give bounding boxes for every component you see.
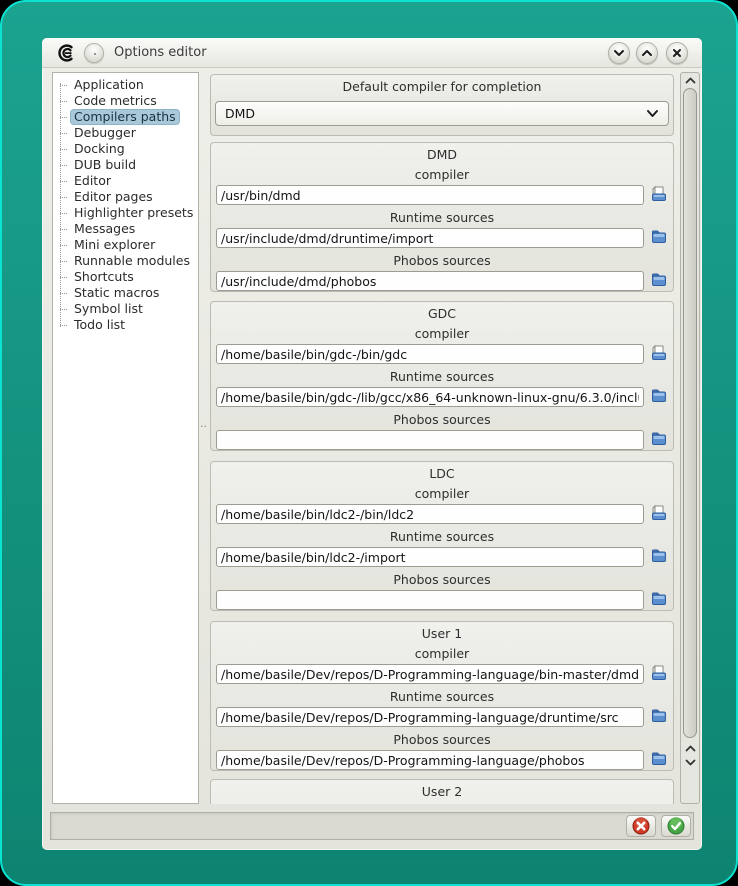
titlebar[interactable] [42,38,702,68]
browse-file-button[interactable] [648,344,670,364]
default-compiler-group [210,74,674,136]
chevron-down-icon [646,109,659,118]
sidebar-item-todo-list[interactable]: Todo list [53,317,198,333]
browse-file-button[interactable] [648,664,670,684]
ok-button[interactable] [661,815,691,837]
sidebar-item-mini-explorer[interactable]: Mini explorer [53,237,198,253]
sidebar-item-shortcuts[interactable]: Shortcuts [53,269,198,285]
path-row [216,344,670,364]
field-label: compiler [414,326,470,341]
path-row [216,707,670,727]
path-row [216,504,670,524]
folder-icon [650,430,668,448]
tree-line [60,85,67,86]
cancel-button[interactable] [626,815,656,837]
gdc-compiler-input[interactable] [216,344,644,364]
compilers-paths-panel [210,72,680,804]
field-label: Phobos sources [393,412,491,427]
field-label: Runtime sources [389,529,495,544]
sidebar-item-debugger[interactable]: Debugger [53,125,198,141]
sidebar-item-highlighter-presets[interactable]: Highlighter presets [53,205,198,221]
user1-runtime-sources-input[interactable] [216,707,644,727]
scroll-down-button[interactable] [681,756,699,769]
field-label: Runtime sources [389,210,495,225]
ldc-phobos-sources-input[interactable] [216,590,644,610]
sidebar-item-editor-pages[interactable]: Editor pages [53,189,198,205]
category-tree [53,73,198,333]
group-title: User 1 [421,626,463,641]
path-row [216,590,670,610]
file-icon [650,664,668,682]
folder-icon [650,228,668,246]
group-title: GDC [427,306,457,321]
browse-folder-button[interactable] [648,750,670,770]
file-icon [650,504,668,522]
options-editor-window [42,38,702,850]
field-label: compiler [414,167,470,182]
field-label: Phobos sources [393,253,491,268]
path-row [216,228,670,248]
field-label: compiler [414,486,470,501]
group-title: User 2 [421,784,463,799]
dmd-group [210,142,674,292]
gdc-phobos-sources-input[interactable] [216,430,644,450]
sidebar-item-runnable-modules[interactable]: Runnable modules [53,253,198,269]
scrollbar-thumb[interactable] [683,88,697,738]
field-label: Phobos sources [393,732,491,747]
user2-group [210,779,674,804]
browse-folder-button[interactable] [648,590,670,610]
path-row [216,430,670,450]
gdc-group [210,301,674,451]
path-row [216,387,670,407]
path-row [216,271,670,291]
main-scrollbar[interactable] [680,72,700,804]
ok-icon [667,817,685,835]
browse-file-button[interactable] [648,185,670,205]
shade-button[interactable] [608,42,630,64]
folder-icon [650,271,668,289]
folder-icon [650,750,668,768]
close-icon [672,48,682,58]
browse-folder-button[interactable] [648,547,670,567]
folder-icon [650,387,668,405]
maximize-button[interactable] [636,42,658,64]
sidebar-item-editor[interactable]: Editor [53,173,198,189]
sidebar-item-code-metrics[interactable]: Code metrics [53,93,198,109]
file-icon [650,344,668,362]
chevron-up-icon [641,49,653,57]
field-label: Phobos sources [393,572,491,587]
window-title: Options editor [114,45,207,60]
default-compiler-select[interactable] [215,101,669,126]
ldc-group [210,461,674,611]
sidebar-item-messages[interactable]: Messages [53,221,198,237]
dmd-compiler-input[interactable] [216,185,644,205]
browse-folder-button[interactable] [648,271,670,291]
field-label: Runtime sources [389,369,495,384]
group-title: DMD [426,147,458,162]
field-label: Runtime sources [389,689,495,704]
chevron-up-icon [685,77,696,84]
user1-group [210,621,674,771]
window-menu-button[interactable] [84,43,104,63]
path-row [216,547,670,567]
close-button[interactable] [666,42,688,64]
browse-folder-button[interactable] [648,387,670,407]
sidebar-item-static-macros[interactable]: Static macros [53,285,198,301]
chevron-up-icon [685,745,696,752]
path-row [216,750,670,770]
dialog-footer [50,812,694,840]
sidebar-splitter[interactable] [199,72,210,804]
path-row [216,185,670,205]
dmd-phobos-sources-input[interactable] [216,271,644,291]
user1-compiler-input[interactable] [216,664,644,684]
user1-phobos-sources-input[interactable] [216,750,644,770]
path-row [216,664,670,684]
scroll-up-button-bottom[interactable] [681,742,699,755]
field-label: compiler [414,646,470,661]
sidebar-item-dub-build[interactable]: DUB build [53,157,198,173]
sidebar-item-symbol-list[interactable]: Symbol list [53,301,198,317]
folder-icon [650,547,668,565]
sidebar-item-docking[interactable]: Docking [53,141,198,157]
scroll-up-button[interactable] [681,74,699,87]
group-title: Default compiler for completion [342,79,542,94]
browse-folder-button[interactable] [648,430,670,450]
ldc-runtime-sources-input[interactable] [216,547,644,567]
chevron-down-icon [685,759,696,766]
ldc-compiler-input[interactable] [216,504,644,524]
category-sidebar [52,72,199,804]
browse-file-button[interactable] [648,504,670,524]
folder-icon [650,707,668,725]
coedit-logo-icon [55,44,77,62]
sidebar-item-compilers-paths[interactable]: Compilers paths [53,109,198,125]
dmd-runtime-sources-input[interactable] [216,228,644,248]
browse-folder-button[interactable] [648,707,670,727]
browse-folder-button[interactable] [648,228,670,248]
gdc-runtime-sources-input[interactable] [216,387,644,407]
chevron-down-icon [613,49,625,57]
cancel-icon [632,817,650,835]
selected-compiler: DMD [225,106,256,121]
folder-icon [650,590,668,608]
group-title: LDC [429,466,455,481]
sidebar-item-application[interactable]: Application [53,77,198,93]
file-icon [650,185,668,203]
